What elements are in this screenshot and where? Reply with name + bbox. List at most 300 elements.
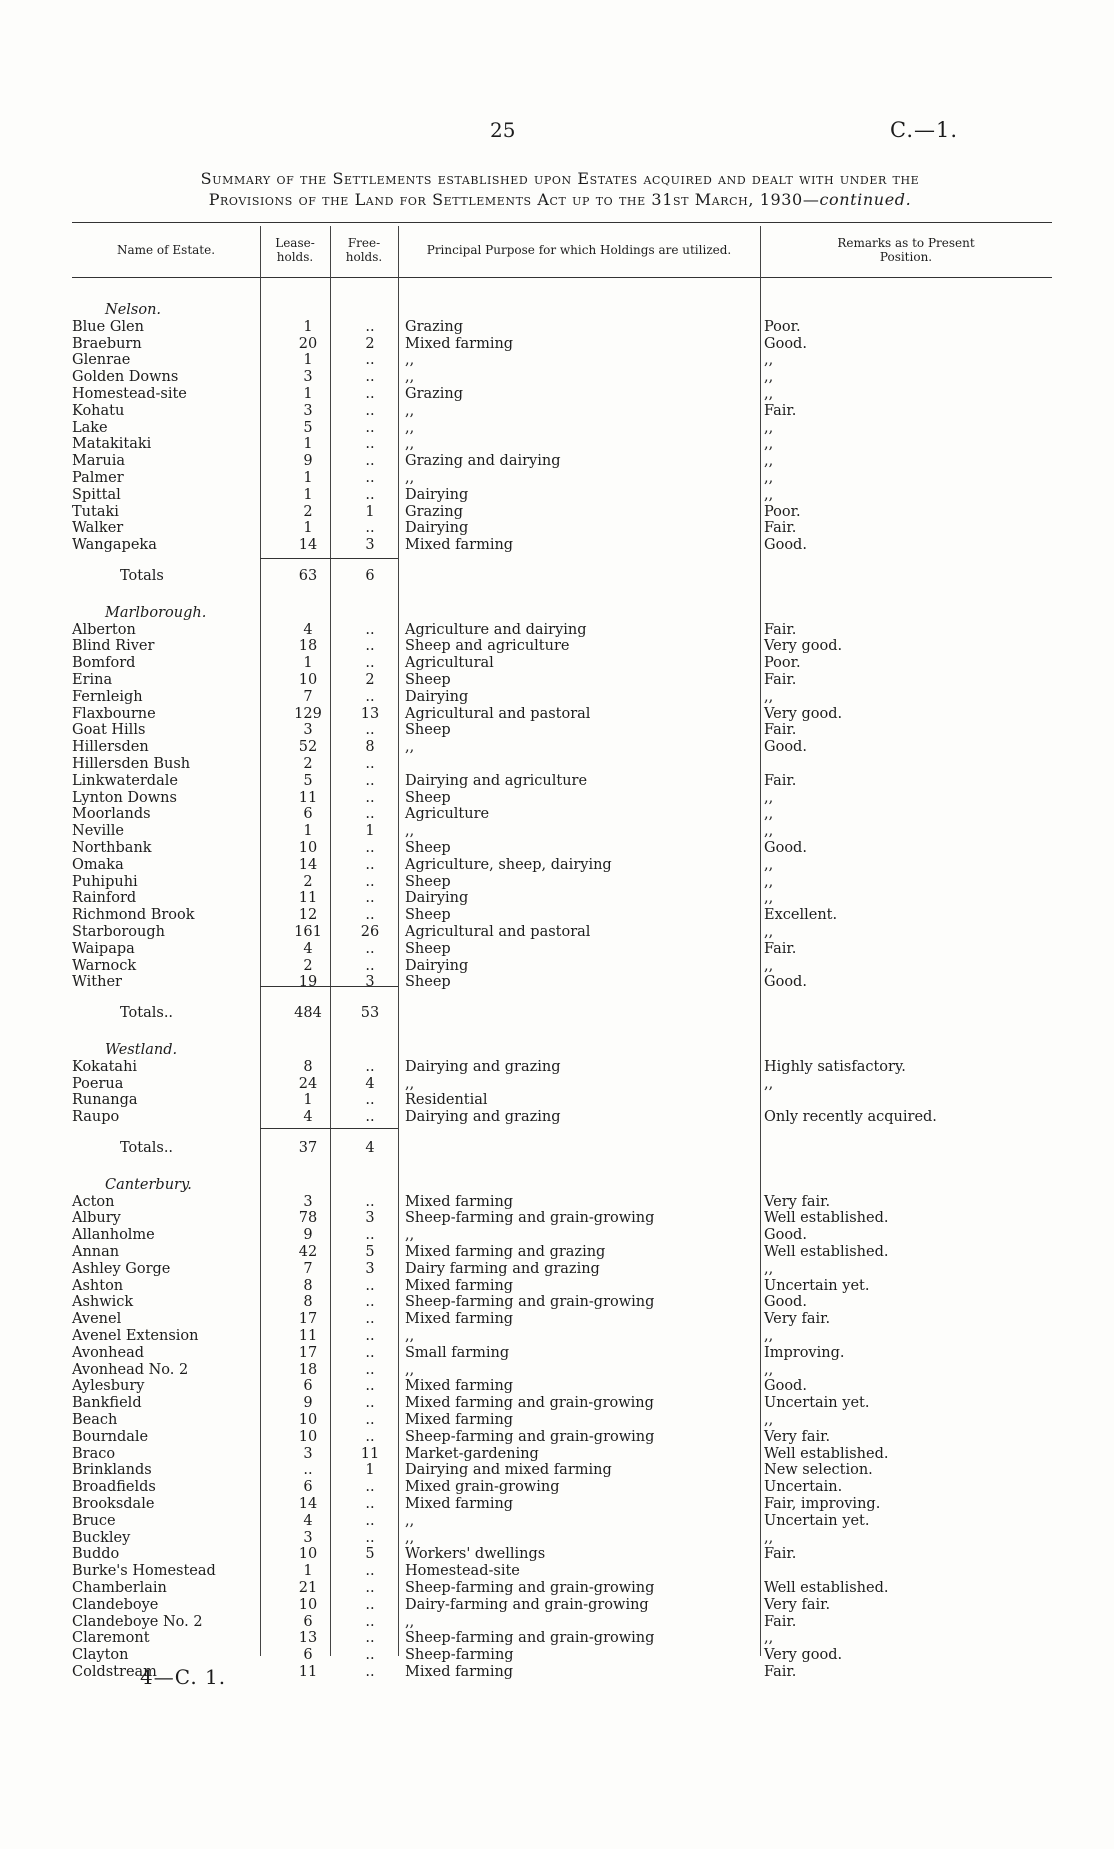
freeholds-count: ..: [365, 1563, 375, 1580]
remarks: ,,: [764, 1328, 774, 1344]
leaseholds-count: 18: [298, 638, 318, 655]
principal-purpose: Small farming: [405, 1344, 510, 1361]
principal-purpose: Residential: [405, 1092, 488, 1109]
freeholds-count: ..: [365, 386, 375, 402]
remarks: Fair.: [764, 621, 797, 638]
leaseholds-count: 8: [303, 1294, 313, 1311]
leaseholds-count: 1: [303, 436, 313, 453]
remarks: ,,: [764, 453, 774, 470]
table-row: [0, 672, 1114, 689]
principal-purpose: Dairying and mixed farming: [405, 1462, 612, 1479]
freeholds-count: 3: [365, 974, 375, 991]
freeholds-count: ..: [365, 1311, 375, 1328]
leaseholds-count: 6: [303, 1647, 313, 1664]
leaseholds-count: 3: [303, 1193, 313, 1210]
table-row: [0, 1563, 1114, 1580]
estate-name: Bankfield: [72, 1395, 142, 1412]
freeholds-count: ..: [365, 470, 375, 486]
leaseholds-count: 3: [303, 1529, 313, 1546]
leaseholds-total: 63: [298, 568, 318, 584]
page-number: 25: [490, 118, 516, 142]
leaseholds-count: 17: [298, 1311, 318, 1328]
remarks: Fair.: [764, 940, 797, 957]
section-name: Westland.: [105, 1042, 178, 1058]
principal-purpose: Mixed farming: [405, 1378, 514, 1395]
remarks: ,,: [764, 369, 774, 386]
estate-name: Burke's Homestead: [72, 1563, 216, 1580]
leaseholds-count: 2: [303, 756, 313, 772]
remarks: ,,: [764, 419, 774, 436]
estate-name: Blue Glen: [72, 318, 144, 335]
table-row: [0, 907, 1114, 924]
estate-name: Avenel Extension: [72, 1328, 199, 1344]
freeholds-count: ..: [365, 1109, 375, 1126]
remarks: Improving.: [764, 1344, 845, 1361]
estate-name: Clandeboye No. 2: [72, 1613, 203, 1630]
principal-purpose: Grazing and dairying: [405, 453, 561, 470]
table-row: [0, 874, 1114, 891]
totals-row: [0, 1005, 1114, 1022]
principal-purpose: Grazing: [405, 386, 464, 402]
leaseholds-count: 9: [303, 1395, 313, 1412]
freeholds-count: ..: [365, 1294, 375, 1311]
table-row: [0, 941, 1114, 958]
estate-name: Kokatahi: [72, 1058, 138, 1075]
estate-name: Flaxbourne: [72, 705, 156, 722]
remarks: ,,: [764, 1260, 774, 1277]
freeholds-count: ..: [365, 1092, 375, 1109]
estate-name: Brooksdale: [72, 1496, 155, 1512]
table-row: [0, 1109, 1114, 1126]
table-row: [0, 1580, 1114, 1597]
leaseholds-count: 10: [298, 1596, 318, 1613]
freeholds-count: ..: [365, 402, 375, 419]
remarks: Fair.: [764, 1664, 797, 1680]
table-row: [0, 487, 1114, 504]
estate-name: Lynton Downs: [72, 789, 177, 806]
principal-purpose: Agricultural: [405, 655, 494, 672]
freeholds-count: ..: [365, 1058, 375, 1075]
table-row: [0, 386, 1114, 403]
table-row: [0, 1311, 1114, 1328]
principal-purpose: ,,: [405, 1075, 415, 1092]
estate-name: Buddo: [72, 1546, 120, 1563]
freeholds-count: 2: [365, 335, 375, 352]
table-row: [0, 319, 1114, 336]
remarks: Very good.: [764, 638, 843, 655]
estate-name: Bruce: [72, 1512, 116, 1529]
table-row: [0, 1462, 1114, 1479]
remarks: Uncertain yet.: [764, 1277, 870, 1294]
principal-purpose: Dairying and grazing: [405, 1058, 561, 1075]
estate-name: Hillersden Bush: [72, 756, 191, 772]
table-row: [0, 974, 1114, 991]
section-name: Canterbury.: [105, 1176, 192, 1193]
estate-name: Palmer: [72, 470, 124, 486]
table-row: [0, 1092, 1114, 1109]
estate-name: Beach: [72, 1412, 118, 1428]
remarks: Well established.: [764, 1210, 889, 1227]
freeholds-count: 26: [360, 924, 380, 940]
estate-name: Linkwaterdale: [72, 772, 178, 789]
estate-name: Acton: [72, 1193, 115, 1210]
freeholds-count: ..: [365, 688, 375, 705]
table-row: [0, 1479, 1114, 1496]
freeholds-count: ..: [365, 436, 375, 453]
leaseholds-count: 129: [294, 705, 322, 722]
freeholds-count: ..: [365, 352, 375, 369]
principal-purpose: Sheep: [405, 907, 451, 924]
estate-name: Bourndale: [72, 1428, 149, 1445]
principal-purpose: Dairying: [405, 486, 469, 503]
leaseholds-count: 1: [303, 1563, 313, 1580]
leaseholds-count: 52: [298, 739, 318, 756]
freeholds-count: ..: [365, 907, 375, 924]
leaseholds-count: 9: [303, 453, 313, 470]
remarks: Fair.: [764, 772, 797, 789]
leaseholds-count: 10: [298, 672, 318, 688]
leaseholds-count: 11: [298, 1328, 318, 1344]
estate-name: Coldstream: [72, 1664, 157, 1680]
freeholds-count: 8: [365, 739, 375, 756]
principal-purpose: Agricultural and pastoral: [405, 924, 591, 940]
header-name: Name of Estate.: [116, 243, 216, 257]
table-row: [0, 1294, 1114, 1311]
leaseholds-count: 13: [298, 1630, 318, 1647]
table-row: [0, 453, 1114, 470]
remarks: Fair.: [764, 402, 797, 419]
remarks: ,,: [764, 436, 774, 453]
title-line-2-text: Provisions of the Land for Settlements Act up to the 31st March, 1930—: [208, 190, 820, 209]
table-row: [0, 689, 1114, 706]
freeholds-count: ..: [365, 520, 375, 537]
totals-label: Totals: [120, 568, 164, 584]
principal-purpose: Dairying: [405, 957, 469, 974]
leaseholds-count: 17: [298, 1344, 318, 1361]
leaseholds-count: 10: [298, 1546, 318, 1563]
leaseholds-count: 18: [298, 1361, 318, 1378]
freeholds-count: ..: [365, 1529, 375, 1546]
freeholds-count: ..: [365, 1344, 375, 1361]
principal-purpose: Mixed farming: [405, 1664, 514, 1680]
table-row: [0, 1210, 1114, 1227]
estate-name: Omaka: [72, 856, 124, 873]
leaseholds-count: 14: [298, 1496, 318, 1512]
leaseholds-count: 6: [303, 1378, 313, 1395]
freeholds-count: 2: [365, 672, 375, 688]
remarks: ,,: [764, 924, 774, 940]
section-name: Nelson.: [105, 302, 162, 318]
estate-name: Ashwick: [72, 1294, 134, 1311]
document-reference: C.—1.: [890, 118, 959, 142]
table-row: [0, 470, 1114, 487]
table-row: [0, 958, 1114, 975]
leaseholds-total: 484: [294, 1005, 322, 1022]
table-row: [0, 1647, 1114, 1664]
table-row: [0, 420, 1114, 437]
principal-purpose: Dairy-farming and grain-growing: [405, 1596, 649, 1613]
freeholds-count: 3: [365, 1260, 375, 1277]
freeholds-count: ..: [365, 419, 375, 436]
estate-name: Glenrae: [72, 352, 131, 369]
remarks: ,,: [764, 688, 774, 705]
estate-name: Kohatu: [72, 402, 125, 419]
freeholds-count: ..: [365, 1328, 375, 1344]
remarks: Good.: [764, 1294, 807, 1311]
table-row: [0, 890, 1114, 907]
principal-purpose: Sheep-farming and grain-growing: [405, 1630, 655, 1647]
freeholds-count: ..: [365, 453, 375, 470]
freeholds-count: ..: [365, 638, 375, 655]
remarks: Well established.: [764, 1244, 889, 1260]
leaseholds-count: 4: [303, 1109, 313, 1126]
leaseholds-count: 6: [303, 1613, 313, 1630]
table-row: [0, 1227, 1114, 1244]
estate-name: Neville: [72, 823, 124, 840]
leaseholds-count: 1: [303, 1092, 313, 1109]
estate-name: Waipapa: [72, 940, 135, 957]
table-row: [0, 520, 1114, 537]
freeholds-count: ..: [365, 1496, 375, 1512]
principal-purpose: ,,: [405, 1512, 415, 1529]
estate-name: Hillersden: [72, 739, 149, 756]
table-row: [0, 924, 1114, 941]
leaseholds-count: 4: [303, 940, 313, 957]
leaseholds-count: 5: [303, 419, 313, 436]
leaseholds-count: ..: [303, 1462, 313, 1479]
leaseholds-count: 6: [303, 1479, 313, 1496]
remarks: Excellent.: [764, 907, 838, 924]
leaseholds-count: 21: [298, 1580, 318, 1596]
principal-purpose: Mixed farming: [405, 1496, 514, 1512]
principal-purpose: Dairying: [405, 890, 469, 907]
principal-purpose: ,,: [405, 739, 415, 756]
estate-name: Allanholme: [72, 1227, 155, 1244]
estate-name: Homestead-site: [72, 386, 187, 402]
leaseholds-count: 6: [303, 806, 313, 823]
totals-label: Totals..: [120, 1005, 174, 1022]
remarks: Uncertain yet.: [764, 1395, 870, 1412]
remarks: Very fair.: [764, 1311, 831, 1328]
estate-name: Braco: [72, 1445, 116, 1462]
estate-name: Ashton: [72, 1277, 124, 1294]
freeholds-count: ..: [365, 1227, 375, 1244]
remarks: ,,: [764, 823, 774, 840]
estate-name: Goat Hills: [72, 722, 146, 739]
principal-purpose: Agriculture, sheep, dairying: [405, 856, 612, 873]
freeholds-count: 4: [365, 1075, 375, 1092]
table-row: [0, 1395, 1114, 1412]
principal-purpose: Grazing: [405, 318, 464, 335]
remarks: Good.: [764, 335, 807, 352]
freeholds-count: 3: [365, 537, 375, 554]
principal-purpose: ,,: [405, 1529, 415, 1546]
estate-name: Ashley Gorge: [72, 1260, 171, 1277]
table-row: [0, 840, 1114, 857]
freeholds-count: 1: [365, 823, 375, 840]
estate-name: Poerua: [72, 1075, 124, 1092]
freeholds-count: ..: [365, 1395, 375, 1412]
estate-name: Walker: [72, 520, 124, 537]
principal-purpose: ,,: [405, 1227, 415, 1244]
freeholds-count: ..: [365, 1613, 375, 1630]
principal-purpose: Agriculture: [405, 806, 490, 823]
estate-name: Avonhead: [72, 1344, 144, 1361]
table-row: [0, 1412, 1114, 1429]
section-heading: [0, 1042, 1114, 1059]
leaseholds-count: 2: [303, 873, 313, 890]
leaseholds-count: 11: [298, 1664, 318, 1680]
freeholds-count: ..: [365, 1664, 375, 1680]
table-row: [0, 706, 1114, 723]
estate-name: Clandeboye: [72, 1596, 159, 1613]
leaseholds-count: 24: [298, 1075, 318, 1092]
remarks: ,,: [764, 1412, 774, 1428]
leaseholds-count: 14: [298, 537, 318, 554]
leaseholds-count: 2: [303, 957, 313, 974]
freeholds-count: ..: [365, 756, 375, 772]
table-row: [0, 1328, 1114, 1345]
remarks: ,,: [764, 352, 774, 369]
table-row: [0, 1378, 1114, 1395]
leaseholds-count: 12: [298, 907, 318, 924]
principal-purpose: Sheep-farming: [405, 1647, 514, 1664]
remarks: Poor.: [764, 318, 801, 335]
remarks: Good.: [764, 840, 807, 856]
estate-name: Avenel: [72, 1311, 122, 1328]
estate-name: Rainford: [72, 890, 137, 907]
estate-name: Buckley: [72, 1529, 131, 1546]
principal-purpose: Dairying and agriculture: [405, 772, 588, 789]
table-row: [0, 1194, 1114, 1211]
estate-name: Erina: [72, 672, 113, 688]
leaseholds-count: 10: [298, 840, 318, 856]
principal-purpose: Dairying and grazing: [405, 1109, 561, 1126]
leaseholds-count: 3: [303, 1445, 313, 1462]
leaseholds-count: 1: [303, 823, 313, 840]
freeholds-count: ..: [365, 1580, 375, 1596]
remarks: ,,: [764, 806, 774, 823]
principal-purpose: ,,: [405, 436, 415, 453]
section-heading: [0, 302, 1114, 319]
table-row: [0, 655, 1114, 672]
principal-purpose: Mixed farming: [405, 537, 514, 554]
principal-purpose: Agriculture and dairying: [405, 621, 587, 638]
estate-name: Golden Downs: [72, 369, 179, 386]
remarks: Very fair.: [764, 1193, 831, 1210]
principal-purpose: ,,: [405, 352, 415, 369]
principal-purpose: Sheep: [405, 789, 451, 806]
title-continued: continued.: [819, 190, 912, 209]
page-footer: 4—C. 1.: [140, 1665, 227, 1689]
table-row: [0, 857, 1114, 874]
principal-purpose: Sheep-farming and grain-growing: [405, 1428, 655, 1445]
principal-purpose: ,,: [405, 419, 415, 436]
leaseholds-count: 3: [303, 369, 313, 386]
table-row: [0, 1446, 1114, 1463]
remarks: ,,: [764, 1075, 774, 1092]
remarks: Very good.: [764, 1647, 843, 1664]
leaseholds-count: 8: [303, 1058, 313, 1075]
remarks: ,,: [764, 1361, 774, 1378]
remarks: ,,: [764, 856, 774, 873]
principal-purpose: Sheep: [405, 672, 451, 688]
leaseholds-count: 161: [294, 924, 322, 940]
principal-purpose: Dairy farming and grazing: [405, 1260, 600, 1277]
table-row: [0, 1530, 1114, 1547]
header-leaseholds: Lease- holds.: [275, 236, 315, 264]
remarks: Poor.: [764, 503, 801, 520]
leaseholds-count: 4: [303, 1512, 313, 1529]
table-row: [0, 352, 1114, 369]
leaseholds-count: 1: [303, 470, 313, 486]
leaseholds-count: 1: [303, 386, 313, 402]
freeholds-count: ..: [365, 1361, 375, 1378]
freeholds-count: ..: [365, 1378, 375, 1395]
freeholds-count: ..: [365, 1277, 375, 1294]
freeholds-count: ..: [365, 806, 375, 823]
table-row: [0, 403, 1114, 420]
table-row: [0, 369, 1114, 386]
leaseholds-count: 5: [303, 772, 313, 789]
estate-name: Blind River: [72, 638, 155, 655]
estate-name: Clayton: [72, 1647, 129, 1664]
leaseholds-count: 1: [303, 655, 313, 672]
remarks: Fair.: [764, 672, 797, 688]
freeholds-count: 1: [365, 503, 375, 520]
totals-label: Totals..: [120, 1140, 174, 1156]
principal-purpose: Mixed farming: [405, 1412, 514, 1428]
remarks: Only recently acquired.: [764, 1109, 937, 1126]
estate-name: Annan: [72, 1244, 120, 1260]
estate-name: Avonhead No. 2: [72, 1361, 189, 1378]
remarks: ,,: [764, 470, 774, 486]
freeholds-total: 6: [365, 568, 375, 584]
leaseholds-count: 2: [303, 503, 313, 520]
principal-purpose: Sheep-farming and grain-growing: [405, 1294, 655, 1311]
leaseholds-count: 7: [303, 1260, 313, 1277]
leaseholds-count: 11: [298, 789, 318, 806]
leaseholds-count: 14: [298, 856, 318, 873]
leaseholds-count: 7: [303, 688, 313, 705]
leaseholds-count: 1: [303, 318, 313, 335]
principal-purpose: Sheep: [405, 722, 451, 739]
leaseholds-count: 10: [298, 1428, 318, 1445]
remarks: Good.: [764, 537, 807, 554]
principal-purpose: Workers' dwellings: [405, 1546, 546, 1563]
header-purpose: Principal Purpose for which Holdings are utilized.: [426, 243, 732, 257]
freeholds-count: ..: [365, 1596, 375, 1613]
freeholds-count: ..: [365, 1630, 375, 1647]
table-row: [0, 1546, 1114, 1563]
principal-purpose: Sheep: [405, 873, 451, 890]
principal-purpose: Sheep: [405, 940, 451, 957]
table-row: [0, 622, 1114, 639]
principal-purpose: Sheep-farming and grain-growing: [405, 1580, 655, 1596]
remarks: Fair.: [764, 1546, 797, 1563]
estate-name: Richmond Brook: [72, 907, 195, 924]
table-row: [0, 1362, 1114, 1379]
freeholds-count: ..: [365, 940, 375, 957]
freeholds-count: ..: [365, 1479, 375, 1496]
estate-name: Tutaki: [72, 503, 119, 520]
table-row: [0, 823, 1114, 840]
table-row: [0, 1597, 1114, 1614]
estate-name: Spittal: [72, 486, 121, 503]
remarks: ,,: [764, 890, 774, 907]
principal-purpose: Sheep: [405, 840, 451, 856]
freeholds-count: ..: [365, 789, 375, 806]
